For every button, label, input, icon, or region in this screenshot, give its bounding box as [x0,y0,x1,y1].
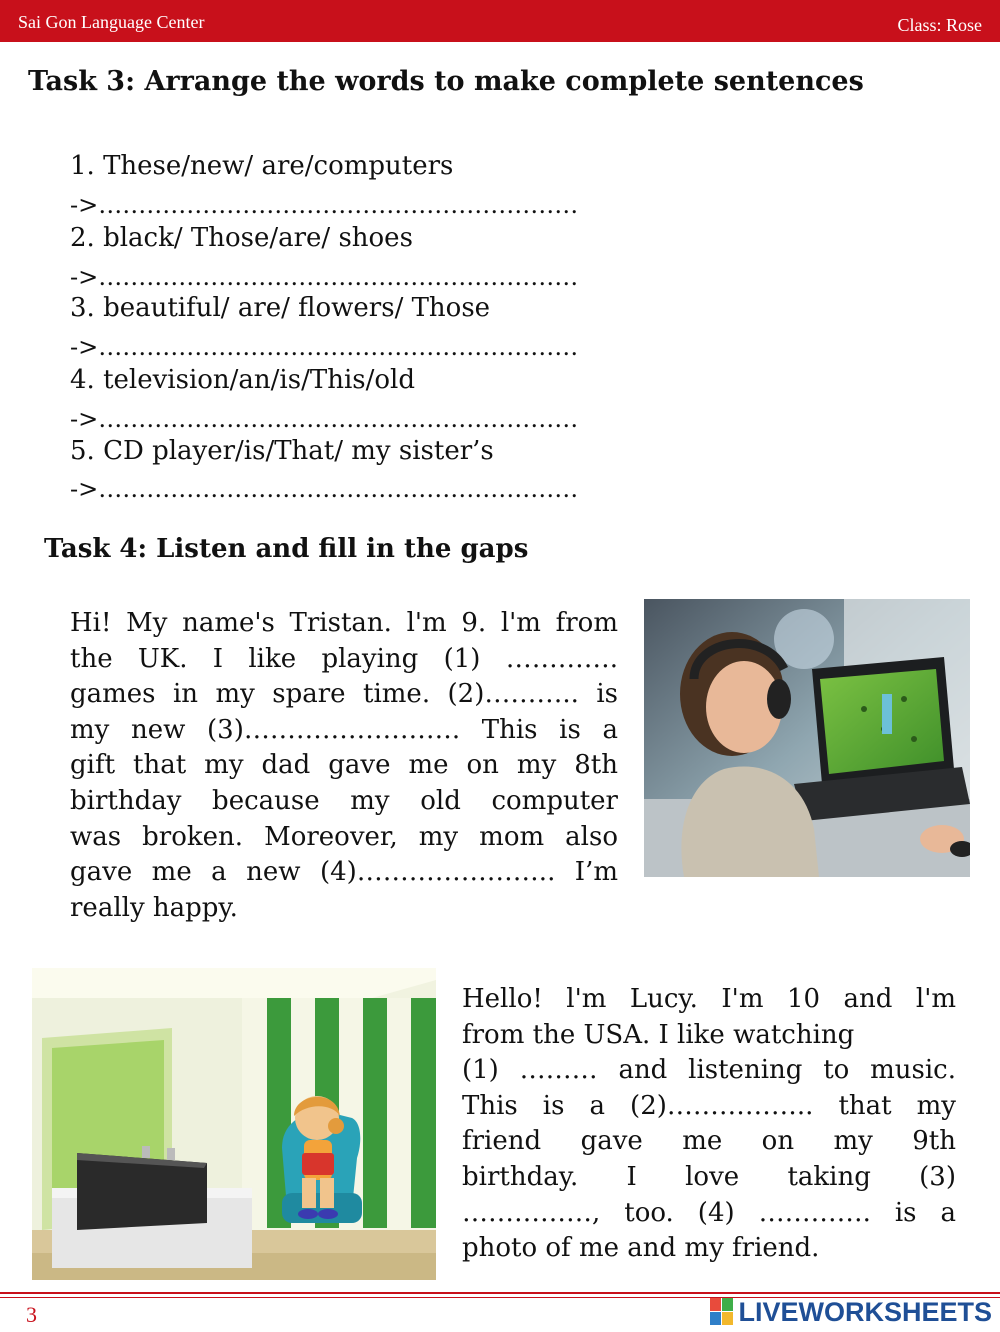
page-header [0,0,1000,42]
brand-text: LIVEWORKSHEETS [738,1296,992,1327]
task3-answer-2[interactable]: ->…………………………………………………… [70,263,579,291]
task3-answer-1[interactable]: ->…………………………………………………… [70,191,579,219]
tristan-line: Hi! My name's Tristan. l'm 9. l'm from [70,608,618,638]
task3-title: Task 3: Arrange the words to make complete sentences [28,66,864,97]
task4-title: Task 4: Listen and fill in the gaps [44,534,529,564]
task3-answer-4[interactable]: ->…………………………………………………… [70,405,579,433]
boy-gaming-photo [644,599,970,877]
tristan-line: my new (3)……………………. This is a [70,714,618,745]
lucy-paragraph [462,982,956,1267]
tristan-line: the UK. I like playing (1) …………. [70,643,618,674]
task3-item-5: 5. CD player/is/That/ my sister’s [70,436,494,466]
tristan-paragraph [70,606,618,926]
liveworksheets-brand[interactable] [710,1294,992,1330]
task3-item-3: 3. beautiful/ are/ flowers/ Those [70,293,491,323]
lucy-line: This is a (2)…………….. that my [462,1090,956,1121]
tristan-line: gave me a new (4)………………….. I’m [70,857,618,888]
liveworksheets-logo-icon [710,1298,734,1326]
lucy-line: friend gave me on my 9th [462,1126,956,1157]
tristan-line: games in my spare time. (2)……….. is [70,679,618,710]
lucy-line: ……………, too. (4) …………. is a [462,1197,956,1228]
task3-item-4: 4. television/an/is/This/old [70,365,415,395]
center-name: Sai Gon Language Center [18,12,205,32]
lucy-line: photo of me and my friend. [462,1233,820,1264]
lucy-line: Hello! l'm Lucy. I'm 10 and l'm [462,984,956,1014]
task3-item-1: 1. These/new/ are/computers [70,151,454,181]
lucy-line: birthday. I love taking (3) [462,1161,956,1192]
tristan-line: birthday because my old computer [70,785,618,816]
tristan-line: gift that my dad gave me on my 8th [70,750,618,781]
lucy-line: from the USA. I like watching [462,1019,855,1050]
task3-item-2: 2. black/ Those/are/ shoes [70,223,413,253]
girl-watching-tv-illustration [32,968,436,1280]
task3-answer-3[interactable]: ->…………………………………………………… [70,333,579,361]
tristan-line: really happy. [70,892,238,923]
class-label: Class: Rose [897,15,982,35]
tristan-line: was broken. Moreover, my mom also [70,821,618,852]
page-number: 3 [26,1302,37,1327]
lucy-line: (1) ……… and listening to music. [462,1055,956,1086]
task3-answer-5[interactable]: ->…………………………………………………… [70,475,579,503]
